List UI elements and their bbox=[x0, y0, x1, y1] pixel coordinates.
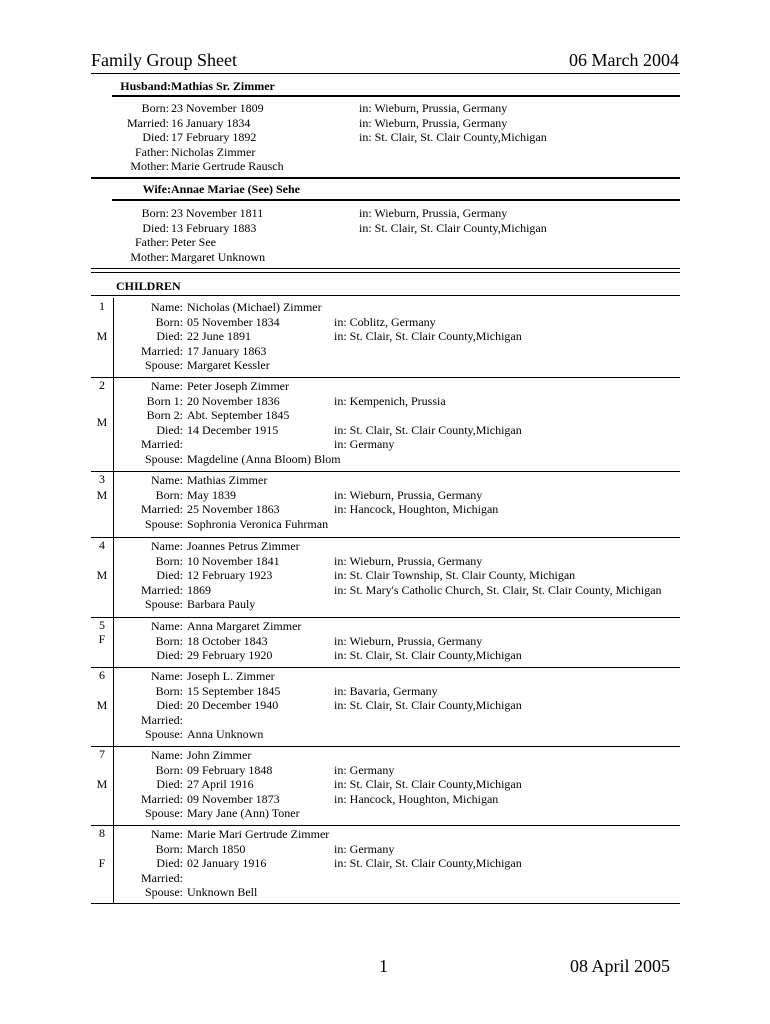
fact-value: Marie Gertrude Rausch bbox=[171, 159, 284, 174]
child-fact-value: 22 June 1891 bbox=[187, 329, 251, 344]
child-fact-place: in: St. Clair, St. Clair County,Michigan bbox=[334, 856, 522, 871]
wife-name: Annae Mariae (See) Sehe bbox=[171, 182, 300, 196]
child-fact-label: Born: bbox=[155, 762, 183, 777]
child-number: 3 bbox=[99, 472, 105, 486]
child-fact-value: John Zimmer bbox=[187, 748, 252, 762]
child-number: 7 bbox=[99, 747, 105, 761]
child-fact-value: 09 November 1873 bbox=[187, 791, 280, 806]
fact-place: in: Wieburn, Prussia, Germany bbox=[359, 206, 508, 220]
fact-label: Born: bbox=[141, 101, 169, 115]
child-fact-place: in: Wieburn, Prussia, Germany bbox=[334, 633, 483, 648]
child-fact-place: in: Coblitz, Germany bbox=[334, 314, 436, 329]
children-top-divider bbox=[91, 268, 680, 269]
child-sex: M bbox=[96, 777, 108, 791]
child-fact-value: Mathias Zimmer bbox=[187, 473, 268, 487]
child-number: 2 bbox=[99, 378, 105, 392]
child-fact-label: Name: bbox=[151, 619, 183, 633]
child-block bbox=[91, 471, 680, 537]
child-block bbox=[91, 746, 680, 825]
child-fact-label: Married: bbox=[141, 870, 183, 885]
child-fact-value: Margaret Kessler bbox=[187, 358, 270, 373]
child-fact-label: Died: bbox=[156, 698, 183, 713]
child-fact-value: 1869 bbox=[187, 582, 211, 597]
child-fact-value: Joseph L. Zimmer bbox=[187, 669, 275, 683]
child-block bbox=[91, 537, 680, 617]
children-top-divider-2 bbox=[91, 272, 680, 273]
child-fact-label: Married: bbox=[141, 712, 183, 727]
child-block bbox=[91, 617, 680, 667]
child-fact-value: 05 November 1834 bbox=[187, 314, 280, 329]
page-number: 1 bbox=[379, 956, 388, 976]
child-fact-label: Born 1: bbox=[146, 393, 183, 408]
child-fact-value: 20 December 1940 bbox=[187, 698, 279, 713]
child-fact-label: Married: bbox=[141, 343, 183, 358]
child-fact-value: 20 November 1836 bbox=[187, 393, 280, 408]
child-fact-place: in: Wieburn, Prussia, Germany bbox=[334, 487, 483, 502]
child-fact-value: Marie Mari Gertrude Zimmer bbox=[187, 827, 330, 841]
page-title: Family Group Sheet bbox=[91, 50, 237, 70]
husband-heading: Husband: bbox=[120, 79, 171, 93]
child-fact-value: 18 October 1843 bbox=[187, 633, 268, 648]
fact-value: Margaret Unknown bbox=[171, 249, 266, 264]
child-fact-place: in: St. Clair, St. Clair County,Michigan bbox=[334, 329, 522, 344]
header-divider bbox=[91, 73, 680, 74]
child-fact-label: Spouse: bbox=[144, 358, 183, 373]
child-fact-place: in: Wieburn, Prussia, Germany bbox=[334, 553, 483, 568]
child-fact-place: in: St. Clair, St. Clair County,Michigan bbox=[334, 422, 522, 437]
child-fact-value: Barbara Pauly bbox=[187, 597, 256, 612]
child-fact-label: Spouse: bbox=[144, 597, 183, 612]
fact-label: Father: bbox=[135, 144, 169, 159]
child-fact-value: 09 February 1848 bbox=[187, 762, 273, 777]
child-fact-label: Born: bbox=[155, 487, 183, 502]
child-sex: M bbox=[96, 698, 108, 712]
child-block bbox=[91, 667, 680, 746]
child-fact-value: 15 September 1845 bbox=[187, 683, 281, 698]
child-fact-value: Unknown Bell bbox=[187, 885, 258, 900]
child-fact-label: Name: bbox=[151, 473, 183, 487]
fact-label: Died: bbox=[142, 130, 169, 145]
child-fact-label: Died: bbox=[156, 856, 183, 871]
fact-label: Died: bbox=[142, 220, 169, 235]
child-fact-value: 02 January 1916 bbox=[187, 856, 267, 871]
child-sex: M bbox=[96, 329, 108, 343]
print-date: 08 April 2005 bbox=[570, 956, 671, 976]
child-fact-place: in: Bavaria, Germany bbox=[334, 683, 438, 698]
child-sex: F bbox=[98, 856, 106, 870]
child-fact-label: Died: bbox=[156, 568, 183, 583]
child-number: 4 bbox=[99, 538, 105, 552]
fact-label: Mother: bbox=[130, 159, 169, 174]
child-fact-label: Married: bbox=[141, 582, 183, 597]
child-fact-place: in: St. Clair Township, St. Clair County, Michigan bbox=[334, 568, 576, 583]
child-fact-label: Name: bbox=[151, 748, 183, 762]
fact-label: Born: bbox=[141, 206, 169, 220]
husband-divider bbox=[112, 95, 680, 97]
fact-place: in: Wieburn, Prussia, Germany bbox=[359, 101, 508, 115]
child-fact-value: 14 December 1915 bbox=[187, 422, 279, 437]
child-fact-label: Born: bbox=[155, 314, 183, 329]
child-fact-value: May 1839 bbox=[187, 487, 236, 502]
child-fact-value: 29 February 1920 bbox=[187, 648, 273, 663]
child-sex: M bbox=[96, 568, 108, 582]
child-fact-value: 27 April 1916 bbox=[187, 777, 254, 792]
child-fact-value: Peter Joseph Zimmer bbox=[187, 379, 289, 393]
fact-value: 16 January 1834 bbox=[171, 115, 251, 130]
fact-value: 13 February 1883 bbox=[171, 220, 257, 235]
child-fact-label: Born: bbox=[155, 553, 183, 568]
children-heading: CHILDREN bbox=[116, 279, 181, 293]
report-date: 06 March 2004 bbox=[569, 50, 679, 70]
child-fact-place: in: Germany bbox=[334, 762, 395, 777]
child-fact-label: Married: bbox=[141, 502, 183, 517]
child-number: 5 bbox=[99, 618, 105, 632]
child-fact-value: Anna Unknown bbox=[187, 727, 264, 742]
child-fact-label: Name: bbox=[151, 827, 183, 841]
fact-value: 17 February 1892 bbox=[171, 130, 257, 145]
child-number: 6 bbox=[99, 668, 105, 682]
fact-value: 23 November 1809 bbox=[171, 101, 264, 115]
fact-value: 23 November 1811 bbox=[171, 206, 264, 220]
wife-divider bbox=[112, 199, 680, 201]
child-number: 8 bbox=[99, 826, 105, 840]
child-fact-value: March 1850 bbox=[187, 841, 246, 856]
wife-heading: Wife: bbox=[142, 182, 171, 196]
child-fact-label: Name: bbox=[151, 539, 183, 553]
child-fact-place: in: St. Clair, St. Clair County,Michigan bbox=[334, 777, 522, 792]
child-sex: F bbox=[98, 632, 106, 646]
child-fact-label: Born: bbox=[155, 633, 183, 648]
child-fact-label: Spouse: bbox=[144, 885, 183, 900]
child-fact-place: in: Kempenich, Prussia bbox=[334, 393, 446, 408]
child-bottom-divider bbox=[91, 903, 680, 904]
child-fact-value: Mary Jane (Ann) Toner bbox=[187, 806, 300, 821]
child-fact-value: 10 November 1841 bbox=[187, 553, 280, 568]
child-fact-label: Name: bbox=[151, 379, 183, 393]
child-fact-label: Born: bbox=[155, 841, 183, 856]
fact-place: in: Wieburn, Prussia, Germany bbox=[359, 115, 508, 130]
child-block bbox=[91, 825, 680, 903]
child-fact-place: in: St. Clair, St. Clair County,Michigan bbox=[334, 648, 522, 663]
fact-place: in: St. Clair, St. Clair County,Michigan bbox=[359, 220, 547, 235]
child-fact-value: Magdeline (Anna Bloom) Blom bbox=[187, 452, 341, 466]
child-sex: M bbox=[96, 488, 108, 502]
child-fact-label: Married: bbox=[141, 437, 183, 452]
child-fact-label: Spouse: bbox=[144, 452, 183, 466]
child-fact-value: Abt. September 1845 bbox=[187, 408, 290, 423]
fact-value: Nicholas Zimmer bbox=[171, 144, 256, 159]
fact-place: in: St. Clair, St. Clair County,Michigan bbox=[359, 130, 547, 145]
child-fact-label: Died: bbox=[156, 422, 183, 437]
child-fact-value: Anna Margaret Zimmer bbox=[187, 619, 302, 633]
child-fact-label: Spouse: bbox=[144, 516, 183, 531]
child-fact-label: Died: bbox=[156, 648, 183, 663]
child-fact-value: 25 November 1863 bbox=[187, 502, 280, 517]
child-fact-label: Born: bbox=[155, 683, 183, 698]
wife-top-divider bbox=[91, 177, 680, 179]
child-fact-label: Died: bbox=[156, 329, 183, 344]
fact-value: Peter See bbox=[171, 235, 216, 250]
child-number: 1 bbox=[99, 299, 105, 313]
fact-label: Married: bbox=[127, 115, 169, 130]
child-fact-label: Died: bbox=[156, 777, 183, 792]
child-fact-value: Joannes Petrus Zimmer bbox=[187, 539, 300, 553]
child-fact-value: Nicholas (Michael) Zimmer bbox=[187, 300, 322, 314]
child-fact-label: Spouse: bbox=[144, 727, 183, 742]
child-fact-value: 12 February 1923 bbox=[187, 568, 273, 583]
child-fact-place: in: Germany bbox=[334, 437, 395, 452]
children-heading-divider bbox=[91, 295, 680, 296]
child-fact-place: in: St. Mary's Catholic Church, St. Clair, St. Clair County, Michigan bbox=[334, 582, 662, 597]
child-fact-place: in: Hancock, Houghton, Michigan bbox=[334, 791, 499, 806]
child-fact-label: Name: bbox=[151, 300, 183, 314]
child-fact-place: in: Hancock, Houghton, Michigan bbox=[334, 502, 499, 517]
child-fact-place: in: Germany bbox=[334, 841, 395, 856]
husband-name: Mathias Sr. Zimmer bbox=[171, 79, 275, 93]
fact-label: Father: bbox=[135, 235, 169, 250]
child-fact-label: Name: bbox=[151, 669, 183, 683]
child-fact-label: Spouse: bbox=[144, 806, 183, 821]
child-sex: M bbox=[96, 415, 108, 429]
child-block bbox=[91, 298, 680, 377]
child-block bbox=[91, 377, 680, 471]
child-fact-place: in: St. Clair, St. Clair County,Michigan bbox=[334, 698, 522, 713]
child-fact-label: Born 2: bbox=[146, 408, 183, 423]
fact-label: Mother: bbox=[130, 249, 169, 264]
child-fact-value: Sophronia Veronica Fuhrman bbox=[187, 516, 329, 531]
child-fact-label: Married: bbox=[141, 791, 183, 806]
child-fact-value: 17 January 1863 bbox=[187, 343, 267, 358]
